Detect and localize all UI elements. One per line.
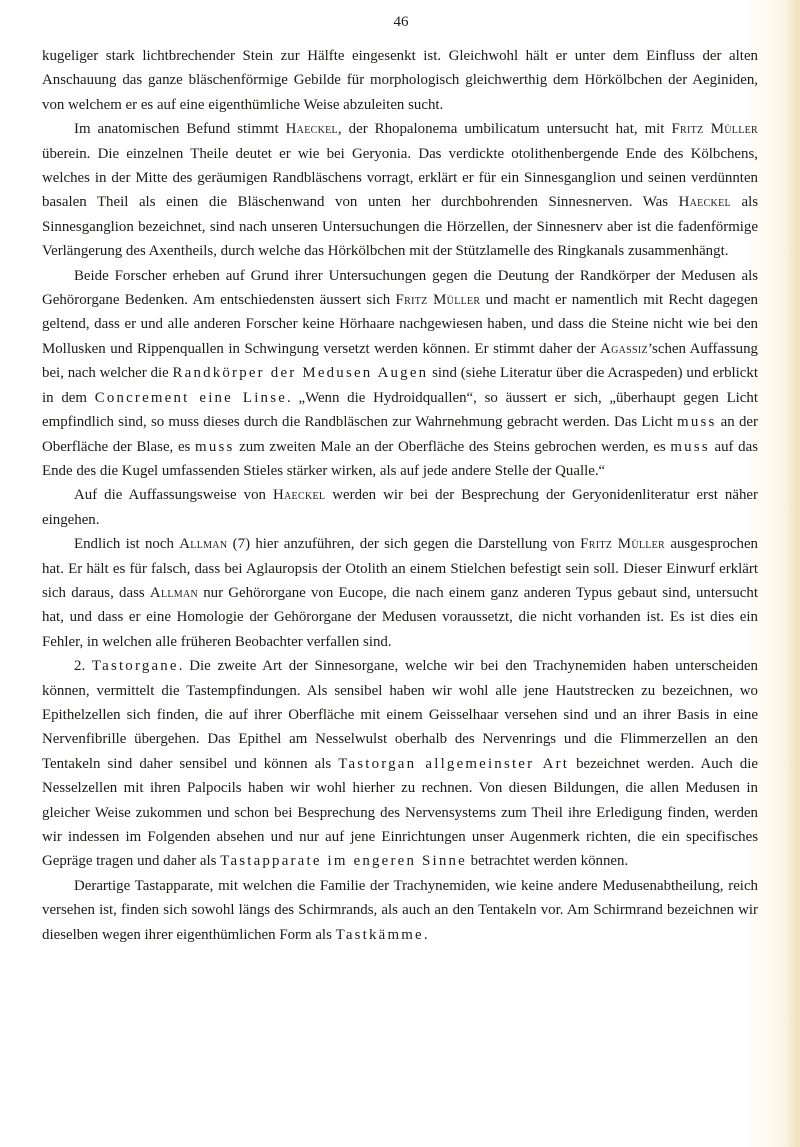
text-run: 2. <box>74 658 92 675</box>
text-run: bezeichnet werden. Auch die Nesselzellen mit ihren Palpocils haben wir wohl hierher zu rechnen. Von diesen Bildungen, die allen Medusen in gleicher Weise zukommen und schon bei Besprechung des Nervensystems zum Theil ihre Erledigung finden, werden wir indessen im Folgenden absehen und nur auf jene Einrichtungen unser Augenmerk richten, die ein specifisches Gepräge tragen und daher als <box>42 755 758 870</box>
paragraph <box>42 117 758 263</box>
paragraph <box>42 532 758 654</box>
text-run: (7) hier anzuführen, der sich gegen die Darstellung von <box>227 536 581 553</box>
author-name: Haeckel <box>285 121 338 138</box>
emphasized-text: Tastorgan allgemeinster Art <box>338 755 570 772</box>
author-name: Haeckel <box>272 487 326 504</box>
author-name: Fritz Müller <box>580 536 666 553</box>
author-name: Allman <box>149 584 198 601</box>
text-run: auf das Ende des die Kugel umfassenden Stieles stärker wirken, als auf jede andere Stelle der Qualle.“ <box>42 438 759 479</box>
paragraph <box>42 654 758 874</box>
author-name: Fritz Müller <box>671 121 758 138</box>
text-run: überein. Die einzelnen Theile deutet er wie bei Geryonia. Das verdickte otolithenbergende Ende des Kölbchens, welches in der Mitte des geräumigen Randbläschens vorragt, erklärt er für ein Sinnesganglion und seinen verdünnten basalen Theil als einen die Bläschenwand von unten her durchbohrenden Sinnesnerven. Was <box>42 145 758 211</box>
text-run: zum zweiten Male an der Oberfläche des Steins gebrochen werden, es <box>234 438 671 455</box>
emphasized-text: Tastapparate im engeren Sinne <box>220 853 467 870</box>
text-run: Im anatomischen Befund stimmt <box>74 121 286 138</box>
text-run: Auf die Auffassungsweise von <box>74 487 273 504</box>
text-run: nur Gehörorgane von Eucope, die nach einem ganz anderen Typus gebaut sind, untersucht hat, und dass er eine Homologie der Gehörorgane der Medusen voraussetzt, die nicht vorhanden ist. Es ist dies ein Fehler, in welchen alle früheren Beobachter verfallen sind. <box>42 584 758 650</box>
text-run: betrachtet werden können. <box>466 853 629 870</box>
text-run: werden wir bei der Besprechung der Geryonidenliteratur erst näher eingehen. <box>42 487 758 528</box>
text-run: und macht er namentlich mit Recht dagegen geltend, dass er und alle anderen Forscher keine Hörhaare nachgewiesen haben, und dass die Steine nicht wie bei den Mollusken und Rippenquallen in Schwingung versetzt werden können. Er stimmt daher der <box>42 292 759 357</box>
emphasized-text: Tastkämme <box>335 926 424 943</box>
text-run: . <box>423 926 428 943</box>
paragraph <box>42 44 758 117</box>
author-name: Agassiz <box>600 340 648 357</box>
text-run: Derartige Tastapparate, mit welchen die Familie der Trachynemiden, wie keine andere Medusenabtheilung, reich versehen ist, finden sich sowohl längs des Schirmrands, als auch an den Tentakeln vor. Am Schirmrand bezeichnen wir dieselben wegen ihrer eigenthümlichen Form als <box>42 877 758 943</box>
body-text <box>42 44 758 947</box>
paragraph <box>42 874 758 947</box>
text-run: , der Rhopalonema umbilicatum untersucht hat, mit <box>337 121 672 138</box>
author-name: Haeckel <box>678 194 731 211</box>
text-run: Endlich ist noch <box>74 536 180 553</box>
emphasized-text: Concrement eine Linse <box>94 389 288 406</box>
emphasized-text: muss <box>677 414 717 431</box>
text-run: . Die zweite Art der Sinnesorgane, welche wir bei den Trachynemiden haben unterscheiden können, vermittelt die Tastempfindungen. Als sensibel haben wir wohl alle jene Hautstrecken zu bezeichnen, wo Epithelzellen sich finden, die auf ihrer Oberfläche mit einem Geisselhaar versehen sind und an ihrer Basis in eine Nervenfibrille übergehen. Das Epithel am Nesselwulst oberhalb des Nervenrings und die Flimmerzellen an den Tentakeln sind daher sensibel und können als <box>42 658 758 772</box>
text-run: kugeliger stark lichtbrechender Stein zur Hälfte eingesenkt ist. Gleichwohl hält er unter dem Einfluss der alten Anschauung das ganze bläschenförmige Gebilde für morphologisch gleichwerthig dem Hörkölbchen der Aeginiden, von welchem er es auf eine eigenthümliche Weise abzuleiten sucht. <box>42 48 758 113</box>
emphasized-text: Randkörper der Medusen Augen <box>172 365 429 382</box>
emphasized-text: Tastorgane <box>91 658 179 675</box>
text-run: sind (siehe Literatur über die Acraspeden) und erblickt in dem <box>42 365 758 406</box>
text-run: als Sinnesganglion bezeichnet, sind nach unseren Untersuchungen die Hörzellen, der Sinnesnerv aber ist die fadenförmige Verlängerung des Axentheils, durch welche das Hörkölbchen mit der Stützlamelle des Ringkanals zusammenhängt. <box>42 194 759 260</box>
author-name: Fritz Müller <box>395 292 481 309</box>
paragraph <box>42 483 758 532</box>
emphasized-text: muss <box>195 438 235 455</box>
emphasized-text: muss <box>670 438 710 455</box>
text-run: Beide Forscher erheben auf Grund ihrer Untersuchungen gegen die Deutung der Randkörper der Medusen als Gehörorgane Bedenken. Am entschiedensten äussert sich <box>42 267 758 309</box>
text-run: ’schen Auffassung bei, nach welcher die <box>42 340 759 382</box>
paragraph <box>42 264 758 484</box>
author-name: Allman <box>179 536 228 553</box>
text-run: . „Wenn die Hydroidquallen“, so äussert er sich, „überhaupt gegen Licht empfindlich sind, so muss dieses durch die Randbläschen zur Wahrnehmung gebracht werden. Das Licht <box>42 389 758 431</box>
page-number: 46 <box>393 14 409 30</box>
text-run: an der Oberfläche der Blase, es <box>42 414 758 455</box>
page-edge-shading <box>786 0 800 1147</box>
text-run: ausgesprochen hat. Er hält es für falsch, dass bei Aglauropsis der Otolith an einem Stielchen befestigt sein soll. Dieser Einwurf erklärt sich daraus, dass <box>42 536 758 601</box>
